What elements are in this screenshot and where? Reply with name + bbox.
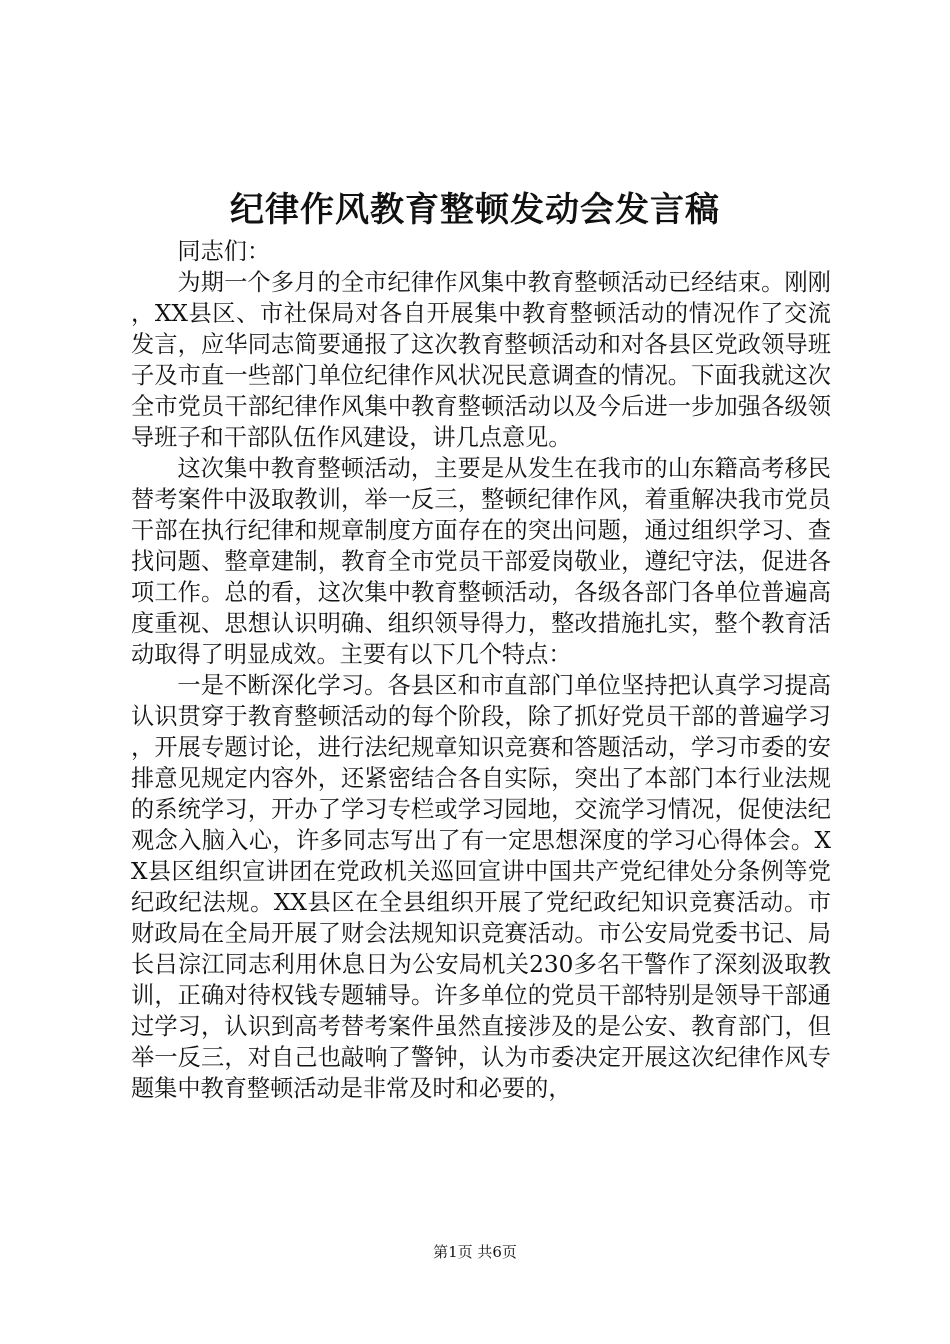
- paragraph-2: 这次集中教育整顿活动，主要是从发生在我市的山东籍高考移民替考案件中汲取教训，举一反三，整顿纪律作风，着重解决我市党员干部在执行纪律和规章制度方面存在的突出问题，通过组织学习、查找问题、整章建制，教育全市党员干部爱岗敬业，遵纪守法，促进各项工作。总的看，这次集中教育整顿活动，各级各部门各单位普遍高度重视、思想认识明确、组织领导得力，整改措施扎实，整个教育活动取得了明显成效。主要有以下几个特点：: [131, 455, 831, 668]
- document-title: 纪律作风教育整顿发动会发言稿: [230, 190, 720, 230]
- page-footer: 第1页 共6页: [433, 1243, 517, 1261]
- greeting: 同志们：: [177, 238, 271, 265]
- paragraph-1: 为期一个多月的全市纪律作风集中教育整顿活动已经结束。刚刚，XX县区、市社保局对各自开展集中教育整顿活动的情况作了交流发言，应华同志简要通报了这次教育整顿活动和对各县区党政领导班子及市直一些部门单位纪律作风状况民意调查的情况。下面我就这次全市党员干部纪律作风集中教育整顿活动以及今后进一步加强各级领导班子和干部队伍作风建设，讲几点意见。: [131, 269, 831, 451]
- paragraph-3: 一是不断深化学习。各县区和市直部门单位坚持把认真学习提高认识贯穿于教育整顿活动的每个阶段，除了抓好党员干部的普遍学习，开展专题讨论，进行法纪规章知识竞赛和答题活动，学习市委的安排意见规定内容外，还紧密结合各自实际，突出了本部门本行业法规的系统学习，开办了学习专栏或学习园地，交流学习情况，促使法纪观念入脑入心，许多同志写出了有一定思想深度的学习心得体会。XX县区组织宣讲团在党政机关巡回宣讲中国共产党纪律处分条例等党纪政纪法规。XX县区在全县组织开展了党纪政纪知识竞赛活动。市财政局在全局开展了财会法规知识竞赛活动。市公安局党委书记、局长吕淙江同志利用休息日为公安局机关230多名干警作了深刻汲取教训，正确对待权钱专题辅导。许多单位的党员干部特别是领导干部通过学习，认识到高考替考案件虽然直接涉及的是公安、教育部门，但举一反三，对自己也敲响了警钟，认为市委决定开展这次纪律作风专题集中教育整顿活动是非常及时和必要的，: [131, 672, 831, 1102]
- document-body: [131, 236, 831, 1104]
